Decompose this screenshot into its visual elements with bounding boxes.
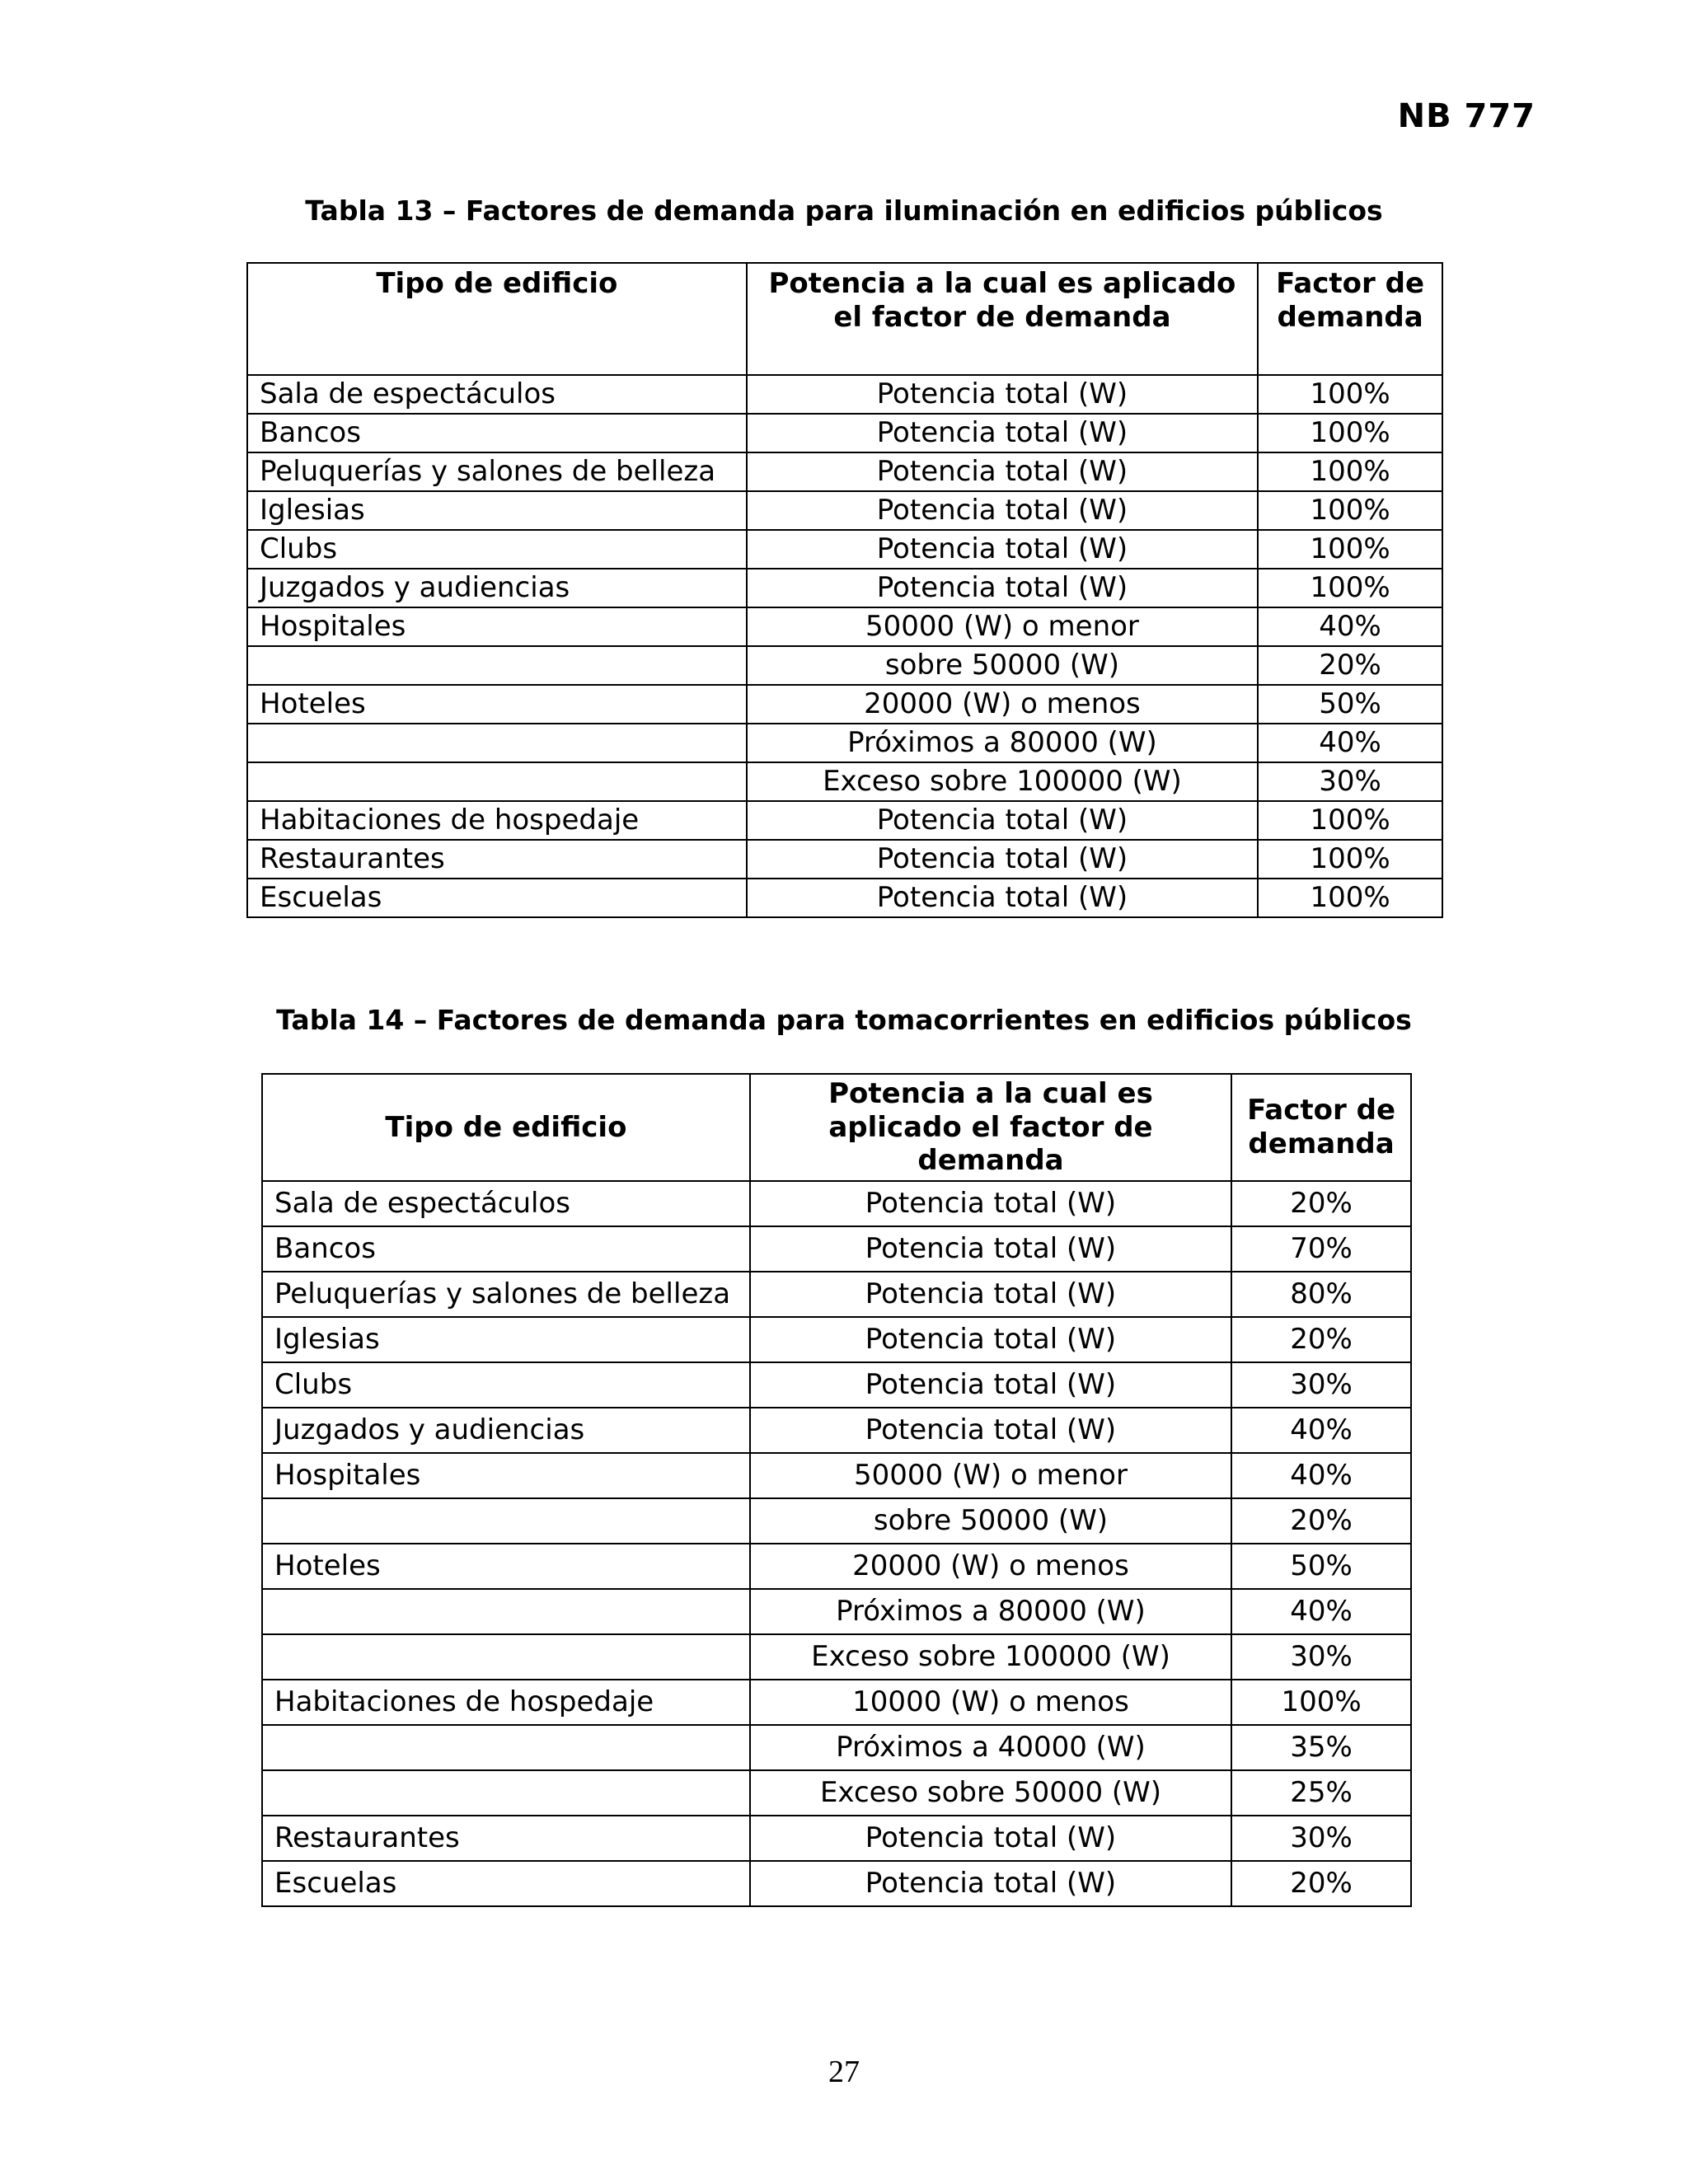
power-cell: Potencia total (W)	[747, 840, 1258, 879]
table13-row	[247, 530, 1442, 569]
power-cell: sobre 50000 (W)	[747, 646, 1258, 685]
building-type-cell: Hospitales	[247, 607, 747, 646]
power-cell: Potencia total (W)	[750, 1181, 1231, 1226]
table14-row	[262, 1770, 1411, 1816]
table13-row	[247, 375, 1442, 414]
table14-row	[262, 1634, 1411, 1680]
power-cell: 10000 (W) o menos	[750, 1680, 1231, 1725]
factor-cell: 100%	[1258, 840, 1442, 879]
building-type-cell: Escuelas	[262, 1861, 750, 1906]
table14-row	[262, 1816, 1411, 1861]
table13-caption: Tabla 13 – Factores de demanda para iluminación en edificios públicos	[305, 194, 1383, 227]
factor-cell: 30%	[1231, 1362, 1411, 1408]
building-type-cell	[262, 1498, 750, 1544]
building-type-cell: Restaurantes	[247, 840, 747, 879]
table14-row	[262, 1589, 1411, 1634]
building-type-cell	[247, 724, 747, 762]
building-type-cell: Habitaciones de hospedaje	[262, 1680, 750, 1725]
building-type-cell: Sala de espectáculos	[247, 375, 747, 414]
factor-cell: 20%	[1231, 1861, 1411, 1906]
power-cell: Próximos a 40000 (W)	[750, 1725, 1231, 1770]
table14-row	[262, 1453, 1411, 1498]
table14	[261, 1073, 1412, 1907]
factor-cell: 30%	[1258, 762, 1442, 801]
table13-row	[247, 646, 1442, 685]
power-cell: sobre 50000 (W)	[750, 1498, 1231, 1544]
building-type-cell: Iglesias	[262, 1317, 750, 1362]
table13-row	[247, 491, 1442, 530]
table14-row	[262, 1317, 1411, 1362]
table13-row	[247, 801, 1442, 840]
factor-cell: 40%	[1258, 724, 1442, 762]
power-cell: Potencia total (W)	[747, 879, 1258, 917]
building-type-cell	[262, 1725, 750, 1770]
table14-row	[262, 1362, 1411, 1408]
table14-header-row	[262, 1074, 1411, 1181]
factor-cell: 35%	[1231, 1725, 1411, 1770]
table13-header-factor: Factor de demanda	[1258, 263, 1442, 375]
power-cell: Potencia total (W)	[747, 491, 1258, 530]
power-cell: Exceso sobre 50000 (W)	[750, 1770, 1231, 1816]
table14-row	[262, 1725, 1411, 1770]
factor-cell: 40%	[1231, 1453, 1411, 1498]
table13-row	[247, 452, 1442, 491]
power-cell: Próximos a 80000 (W)	[747, 724, 1258, 762]
table13	[246, 262, 1443, 918]
factor-cell: 20%	[1231, 1317, 1411, 1362]
building-type-cell	[247, 646, 747, 685]
document-code: NB 777	[1397, 97, 1536, 135]
building-type-cell: Restaurantes	[262, 1816, 750, 1861]
power-cell: Potencia total (W)	[747, 569, 1258, 607]
power-cell: Potencia total (W)	[747, 530, 1258, 569]
factor-cell: 80%	[1231, 1272, 1411, 1317]
table14-row	[262, 1861, 1411, 1906]
power-cell: Próximos a 80000 (W)	[750, 1589, 1231, 1634]
table14-row	[262, 1181, 1411, 1226]
power-cell: Potencia total (W)	[750, 1816, 1231, 1861]
building-type-cell	[262, 1589, 750, 1634]
factor-cell: 40%	[1258, 607, 1442, 646]
building-type-cell	[262, 1634, 750, 1680]
factor-cell: 40%	[1231, 1589, 1411, 1634]
power-cell: Potencia total (W)	[750, 1317, 1231, 1362]
table13-header-building-type: Tipo de edificio	[247, 263, 747, 375]
table13-row	[247, 879, 1442, 917]
factor-cell: 100%	[1258, 452, 1442, 491]
factor-cell: 100%	[1258, 375, 1442, 414]
factor-cell: 100%	[1258, 414, 1442, 452]
power-cell: Potencia total (W)	[750, 1226, 1231, 1272]
table14-row	[262, 1408, 1411, 1453]
table13-row	[247, 607, 1442, 646]
table14-header-factor: Factor de demanda	[1231, 1074, 1411, 1181]
table14-row	[262, 1544, 1411, 1589]
table13-header-row	[247, 263, 1442, 375]
factor-cell: 100%	[1258, 801, 1442, 840]
power-cell: Potencia total (W)	[750, 1362, 1231, 1408]
factor-cell: 100%	[1258, 879, 1442, 917]
building-type-cell: Clubs	[247, 530, 747, 569]
table14-header-power: Potencia a la cual es aplicado el factor de demanda	[750, 1074, 1231, 1181]
power-cell: 20000 (W) o menos	[750, 1544, 1231, 1589]
building-type-cell: Peluquerías y salones de belleza	[262, 1272, 750, 1317]
power-cell: Potencia total (W)	[747, 414, 1258, 452]
power-cell: Exceso sobre 100000 (W)	[750, 1634, 1231, 1680]
building-type-cell: Hoteles	[262, 1544, 750, 1589]
factor-cell: 100%	[1231, 1680, 1411, 1725]
factor-cell: 50%	[1231, 1544, 1411, 1589]
table14-row	[262, 1680, 1411, 1725]
factor-cell: 20%	[1231, 1498, 1411, 1544]
power-cell: Potencia total (W)	[747, 801, 1258, 840]
factor-cell: 25%	[1231, 1770, 1411, 1816]
building-type-cell	[247, 762, 747, 801]
table14-row	[262, 1226, 1411, 1272]
table13-row	[247, 414, 1442, 452]
table14-caption: Tabla 14 – Factores de demanda para tomacorrientes en edificios públicos	[276, 1004, 1412, 1036]
table14-row	[262, 1272, 1411, 1317]
building-type-cell: Iglesias	[247, 491, 747, 530]
building-type-cell: Peluquerías y salones de belleza	[247, 452, 747, 491]
table14-header-building-type: Tipo de edificio	[262, 1074, 750, 1181]
building-type-cell: Hospitales	[262, 1453, 750, 1498]
factor-cell: 20%	[1258, 646, 1442, 685]
building-type-cell	[262, 1770, 750, 1816]
power-cell: 50000 (W) o menor	[747, 607, 1258, 646]
factor-cell: 70%	[1231, 1226, 1411, 1272]
building-type-cell: Clubs	[262, 1362, 750, 1408]
power-cell: 20000 (W) o menos	[747, 685, 1258, 724]
factor-cell: 50%	[1258, 685, 1442, 724]
factor-cell: 30%	[1231, 1816, 1411, 1861]
power-cell: Exceso sobre 100000 (W)	[747, 762, 1258, 801]
table13-row	[247, 840, 1442, 879]
page-number: 27	[828, 2055, 860, 2089]
table13-row	[247, 569, 1442, 607]
power-cell: 50000 (W) o menor	[750, 1453, 1231, 1498]
table13-row	[247, 762, 1442, 801]
building-type-cell: Juzgados y audiencias	[247, 569, 747, 607]
factor-cell: 100%	[1258, 530, 1442, 569]
building-type-cell: Hoteles	[247, 685, 747, 724]
table13-header-power: Potencia a la cual es aplicado el factor de demanda	[747, 263, 1258, 375]
factor-cell: 40%	[1231, 1408, 1411, 1453]
building-type-cell: Bancos	[262, 1226, 750, 1272]
building-type-cell: Escuelas	[247, 879, 747, 917]
factor-cell: 30%	[1231, 1634, 1411, 1680]
table13-row	[247, 685, 1442, 724]
building-type-cell: Bancos	[247, 414, 747, 452]
factor-cell: 20%	[1231, 1181, 1411, 1226]
power-cell: Potencia total (W)	[750, 1408, 1231, 1453]
building-type-cell: Sala de espectáculos	[262, 1181, 750, 1226]
power-cell: Potencia total (W)	[747, 375, 1258, 414]
building-type-cell: Juzgados y audiencias	[262, 1408, 750, 1453]
building-type-cell: Habitaciones de hospedaje	[247, 801, 747, 840]
table14-row	[262, 1498, 1411, 1544]
factor-cell: 100%	[1258, 569, 1442, 607]
factor-cell: 100%	[1258, 491, 1442, 530]
power-cell: Potencia total (W)	[750, 1861, 1231, 1906]
table13-row	[247, 724, 1442, 762]
power-cell: Potencia total (W)	[750, 1272, 1231, 1317]
power-cell: Potencia total (W)	[747, 452, 1258, 491]
